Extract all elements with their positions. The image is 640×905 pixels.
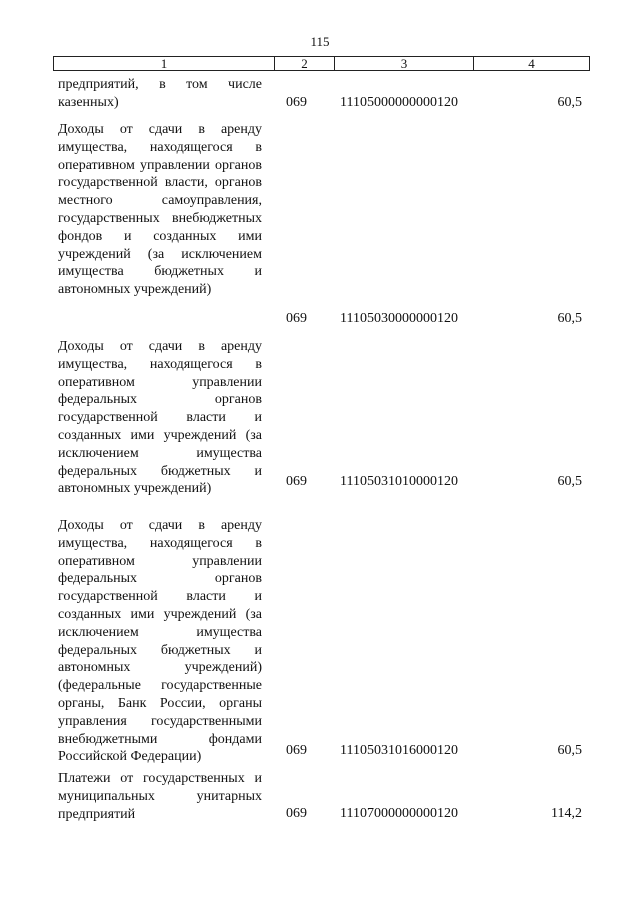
row-admin-code: 069 (286, 806, 307, 821)
row-admin-code: 069 (286, 95, 307, 110)
column-header-1: 1 (160, 56, 168, 71)
row-admin-code: 069 (286, 311, 307, 326)
column-header-2: 2 (274, 57, 334, 70)
row-amount: 60,5 (557, 743, 582, 758)
row-description: предприятий, в том числе казенных) (58, 77, 262, 110)
row-description: Доходы от сдачи в аренду имущества, находящегося в оперативном управлении федеральных органов государственной власти и созданных ими учреждений (за исключением имущества федеральных бюджетных и автономных учреждений) (федеральные государственные органы, Банк России, органы управления государственными внебюджетными фондами Российской Федерации) (58, 518, 262, 765)
row-budget-code: 11105030000000120 (340, 311, 458, 326)
row-amount: 60,5 (557, 474, 582, 489)
row-budget-code: 11105031010000120 (340, 474, 458, 489)
row-description: Доходы от сдачи в аренду имущества, находящегося в оперативном управлении федеральных органов государственной власти и созданных ими учреждений (за исключением имущества федеральных бюджетных и автономных учреждений) (58, 339, 262, 497)
row-description: Платежи от государственных и муниципальных унитарных предприятий (58, 771, 262, 822)
row-budget-code: 11105031016000120 (340, 743, 458, 758)
table-header (53, 56, 590, 71)
row-amount: 60,5 (557, 311, 582, 326)
table-row (58, 76, 590, 112)
table-row (58, 338, 590, 498)
row-budget-code: 11107000000000120 (340, 806, 458, 821)
table-row (58, 770, 590, 830)
row-amount: 114,2 (551, 806, 582, 821)
row-description: Доходы от сдачи в аренду имущества, находящегося в оперативном управлении органов государственной власти, органов местного самоуправления, государственных внебюджетных фондов и созданных ими учреждений (за исключением имущества бюджетных и автономных учреждений) (58, 122, 262, 298)
page-number: 115 (310, 34, 330, 49)
column-header-4: 4 (473, 57, 589, 70)
row-budget-code: 11105000000000120 (340, 95, 458, 110)
column-header-3: 3 (334, 57, 473, 70)
row-admin-code: 069 (286, 743, 307, 758)
row-amount: 60,5 (557, 95, 582, 110)
table-row (58, 121, 590, 335)
table-row (58, 517, 590, 767)
row-admin-code: 069 (286, 474, 307, 489)
